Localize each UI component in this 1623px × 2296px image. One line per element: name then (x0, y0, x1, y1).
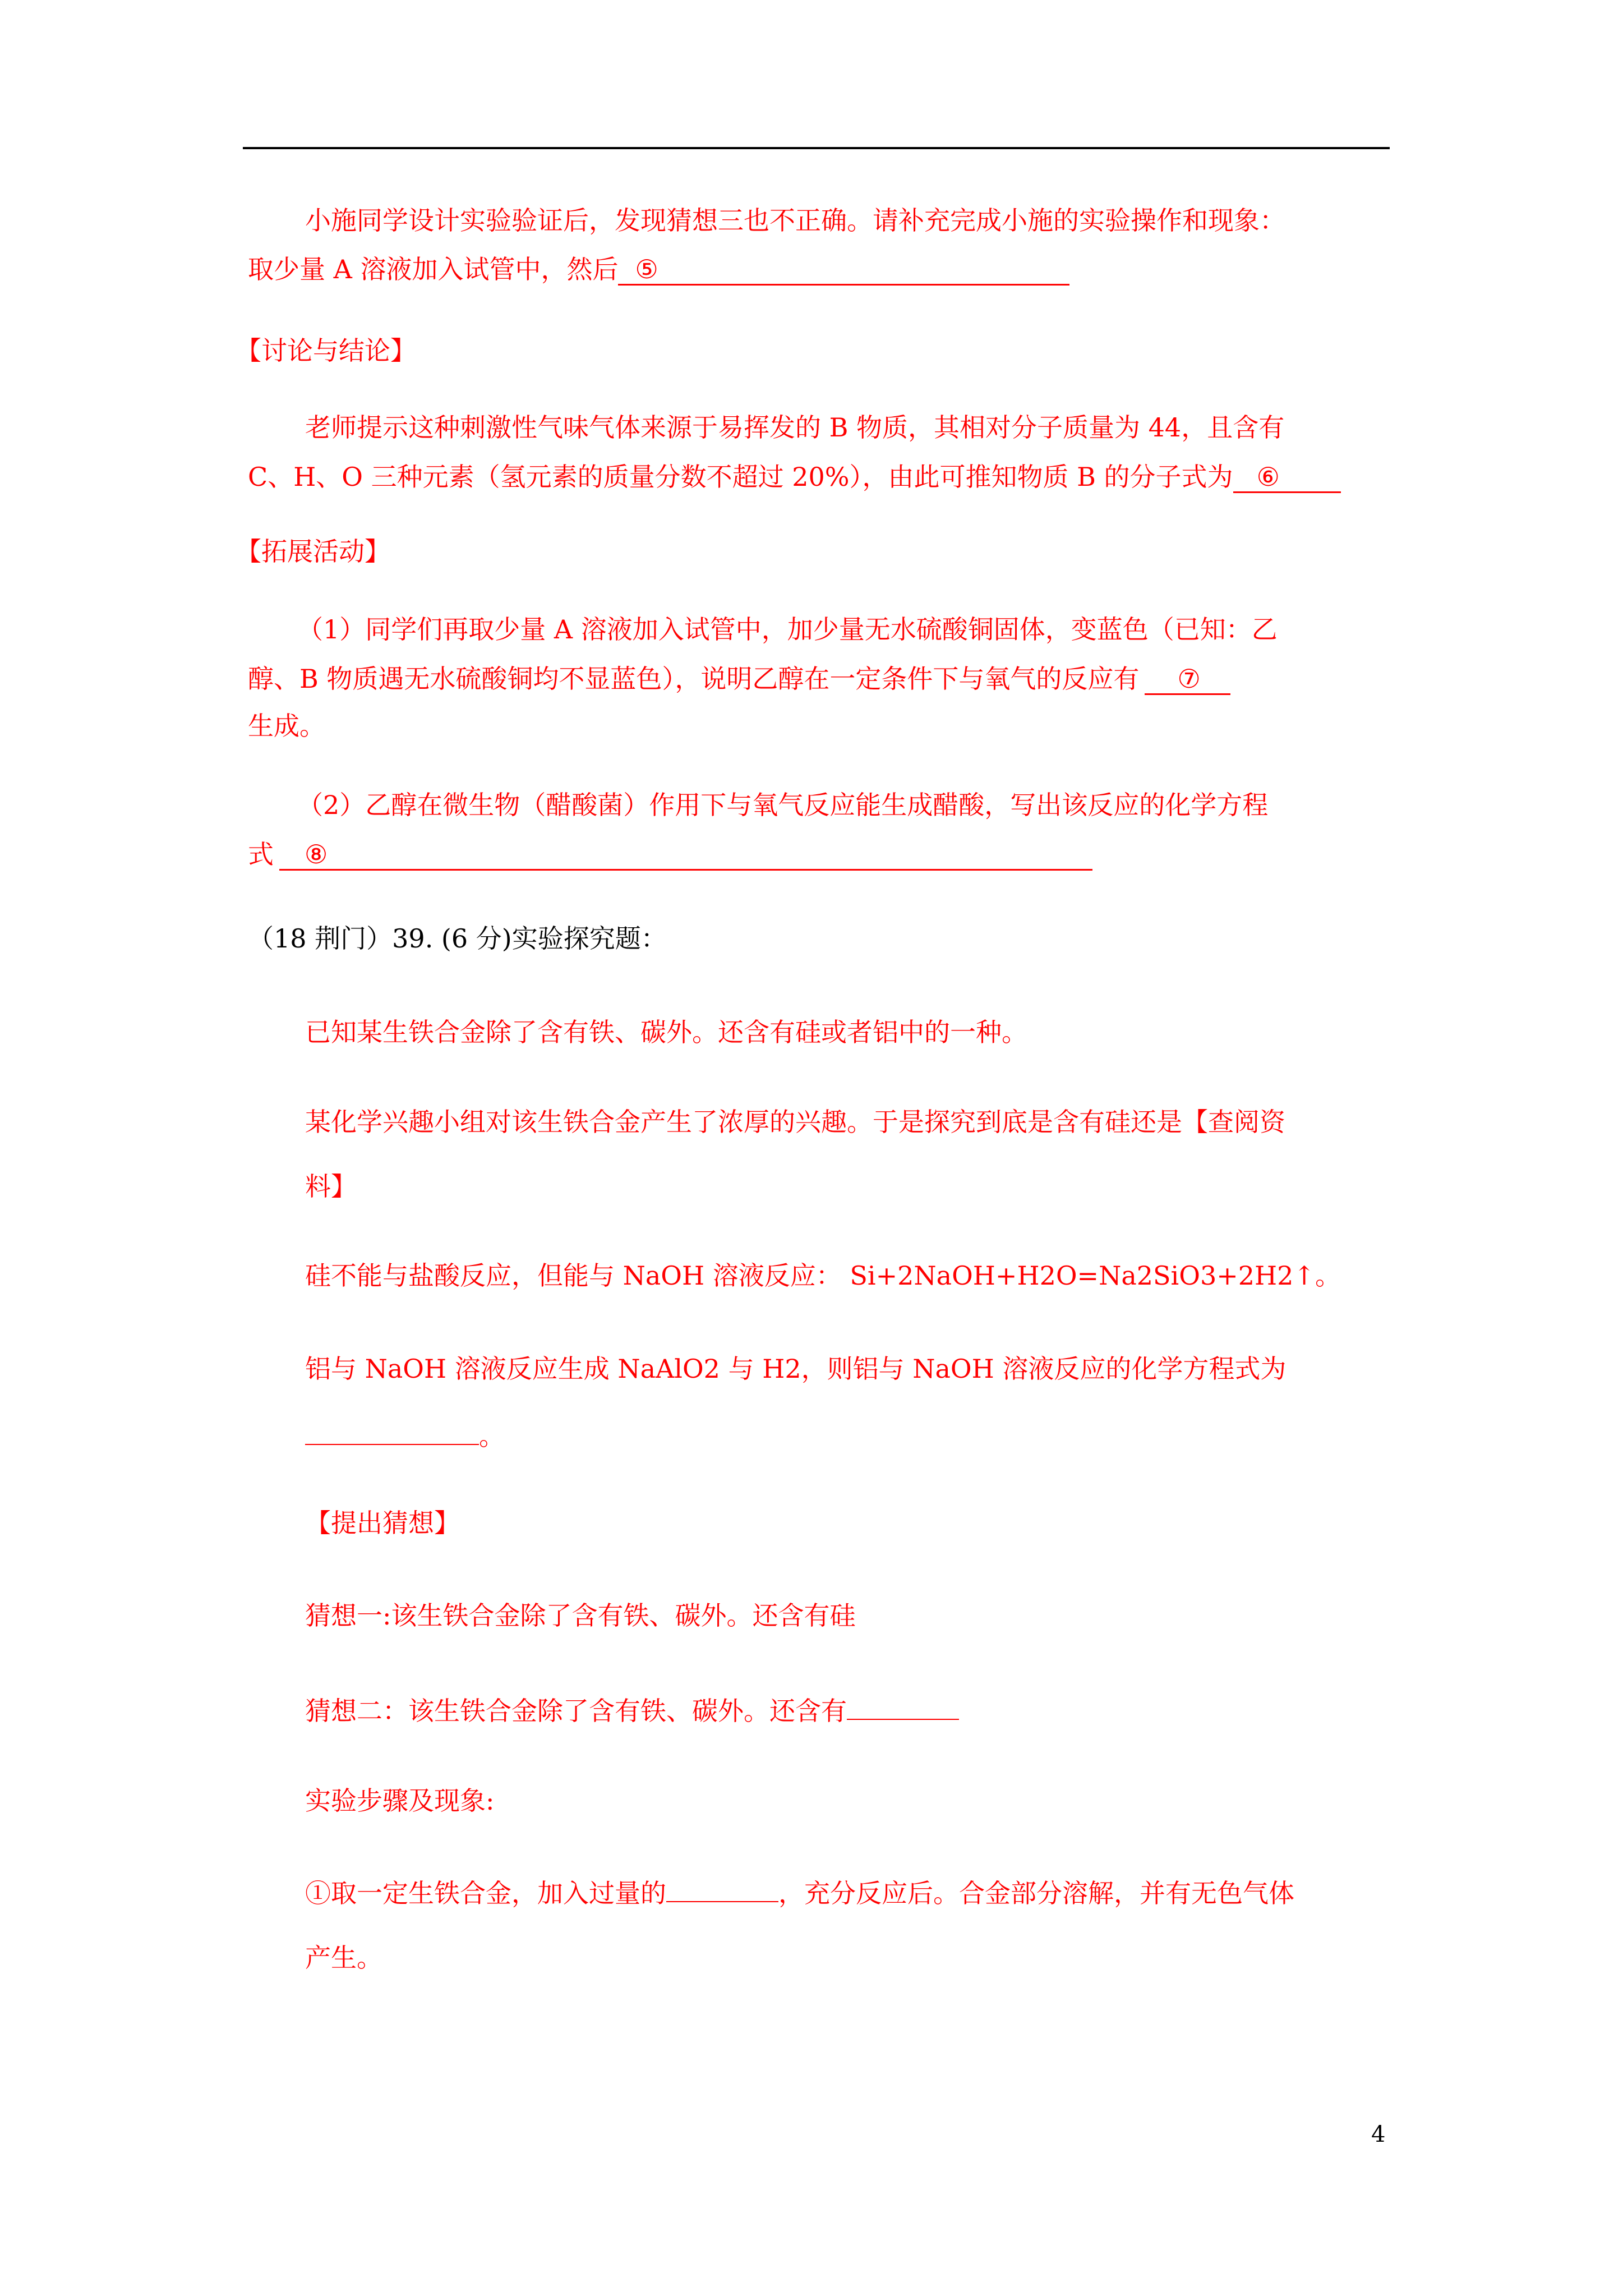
text-line-with-blank (248, 252, 1069, 286)
text-line: 。 (479, 1421, 505, 1451)
text-line: 已知某生铁合金除了含有铁、碳外。还含有硅或者铝中的一种。 (305, 1017, 1027, 1047)
text-line: 某化学兴趣小组对该生铁合金产生了浓厚的兴趣。于是探究到底是含有硅还是【查阅资 (305, 1107, 1285, 1137)
text-line: （1）同学们再取少量 A 溶液加入试管中，加少量无水硫酸铜固体，变蓝色（已知：乙 (297, 614, 1278, 645)
answer-blank-6: ⑥ (1233, 462, 1341, 493)
text-line-with-blank (248, 460, 1341, 494)
text-line-with-blank (248, 838, 1092, 871)
text-line: 料】 (305, 1171, 357, 1202)
text-line: 醇、B 物质遇无水硫酸铜均不显蓝色），说明乙醇在一定条件下与氧气的反应有 (248, 664, 1140, 694)
answer-blank-hypothesis (847, 1719, 959, 1720)
text-line: 铝与 NaOH 溶液反应生成 NaAlO2 与 H2，则铝与 NaOH 溶液反应的化学方程式为 (305, 1354, 1287, 1384)
header-rule (243, 147, 1390, 149)
answer-blank-reagent (666, 1901, 778, 1902)
text-line: 猜想二：该生铁合金除了含有铁、碳外。还含有 (305, 1696, 847, 1726)
text-line-with-blank (305, 1694, 959, 1728)
text-line-with-blank (305, 1419, 505, 1453)
text-line: 取少量 A 溶液加入试管中，然后 (248, 254, 619, 284)
text-line: 老师提示这种刺激性气味气体来源于易挥发的 B 物质，其相对分子质量为 44，且含有 (305, 412, 1285, 443)
question-title: （18 荆门）39. (6 分)实验探究题： (248, 923, 667, 954)
section-heading: 【拓展活动】 (236, 536, 390, 567)
text-line: 式 (248, 839, 274, 869)
text-line: 小施同学设计实验验证后，发现猜想三也不正确。请补充完成小施的实验操作和现象： (305, 205, 1285, 236)
answer-blank-8: ⑧ (279, 840, 1092, 871)
page-number: 4 (1371, 2122, 1386, 2147)
section-heading: 【提出猜想】 (305, 1508, 460, 1538)
text-line: 硅不能与盐酸反应，但能与 NaOH 溶液反应： Si+2NaOH+H2O=Na2SiO3+2H2↑。 (305, 1260, 1341, 1291)
section-heading: 【讨论与结论】 (236, 335, 416, 366)
text-line-with-blank (248, 662, 1230, 696)
text-line: 实验步骤及现象: (305, 1786, 495, 1816)
answer-blank-7: ⑦ (1145, 664, 1230, 695)
text-line: ，充分反应后。合金部分溶解，并有无色气体 (778, 1878, 1294, 1908)
answer-blank-equation (305, 1444, 479, 1445)
text-line: 生成。 (248, 711, 325, 741)
text-line: （2）乙醇在微生物（醋酸菌）作用下与氧气反应能生成醋酸，写出该反应的化学方程 (297, 790, 1269, 820)
text-line: C、H、O 三种元素（氢元素的质量分数不超过 20%），由此可推知物质 B 的分子式为 (248, 462, 1233, 492)
text-line: 猜想一:该生铁合金除了含有铁、碳外。还含有硅 (305, 1600, 856, 1631)
answer-blank-5: ⑤ (618, 255, 1069, 286)
text-line: ①取一定生铁合金，加入过量的 (305, 1878, 666, 1908)
text-line-with-blank (305, 1876, 1294, 1910)
text-line: 产生。 (305, 1943, 382, 1973)
